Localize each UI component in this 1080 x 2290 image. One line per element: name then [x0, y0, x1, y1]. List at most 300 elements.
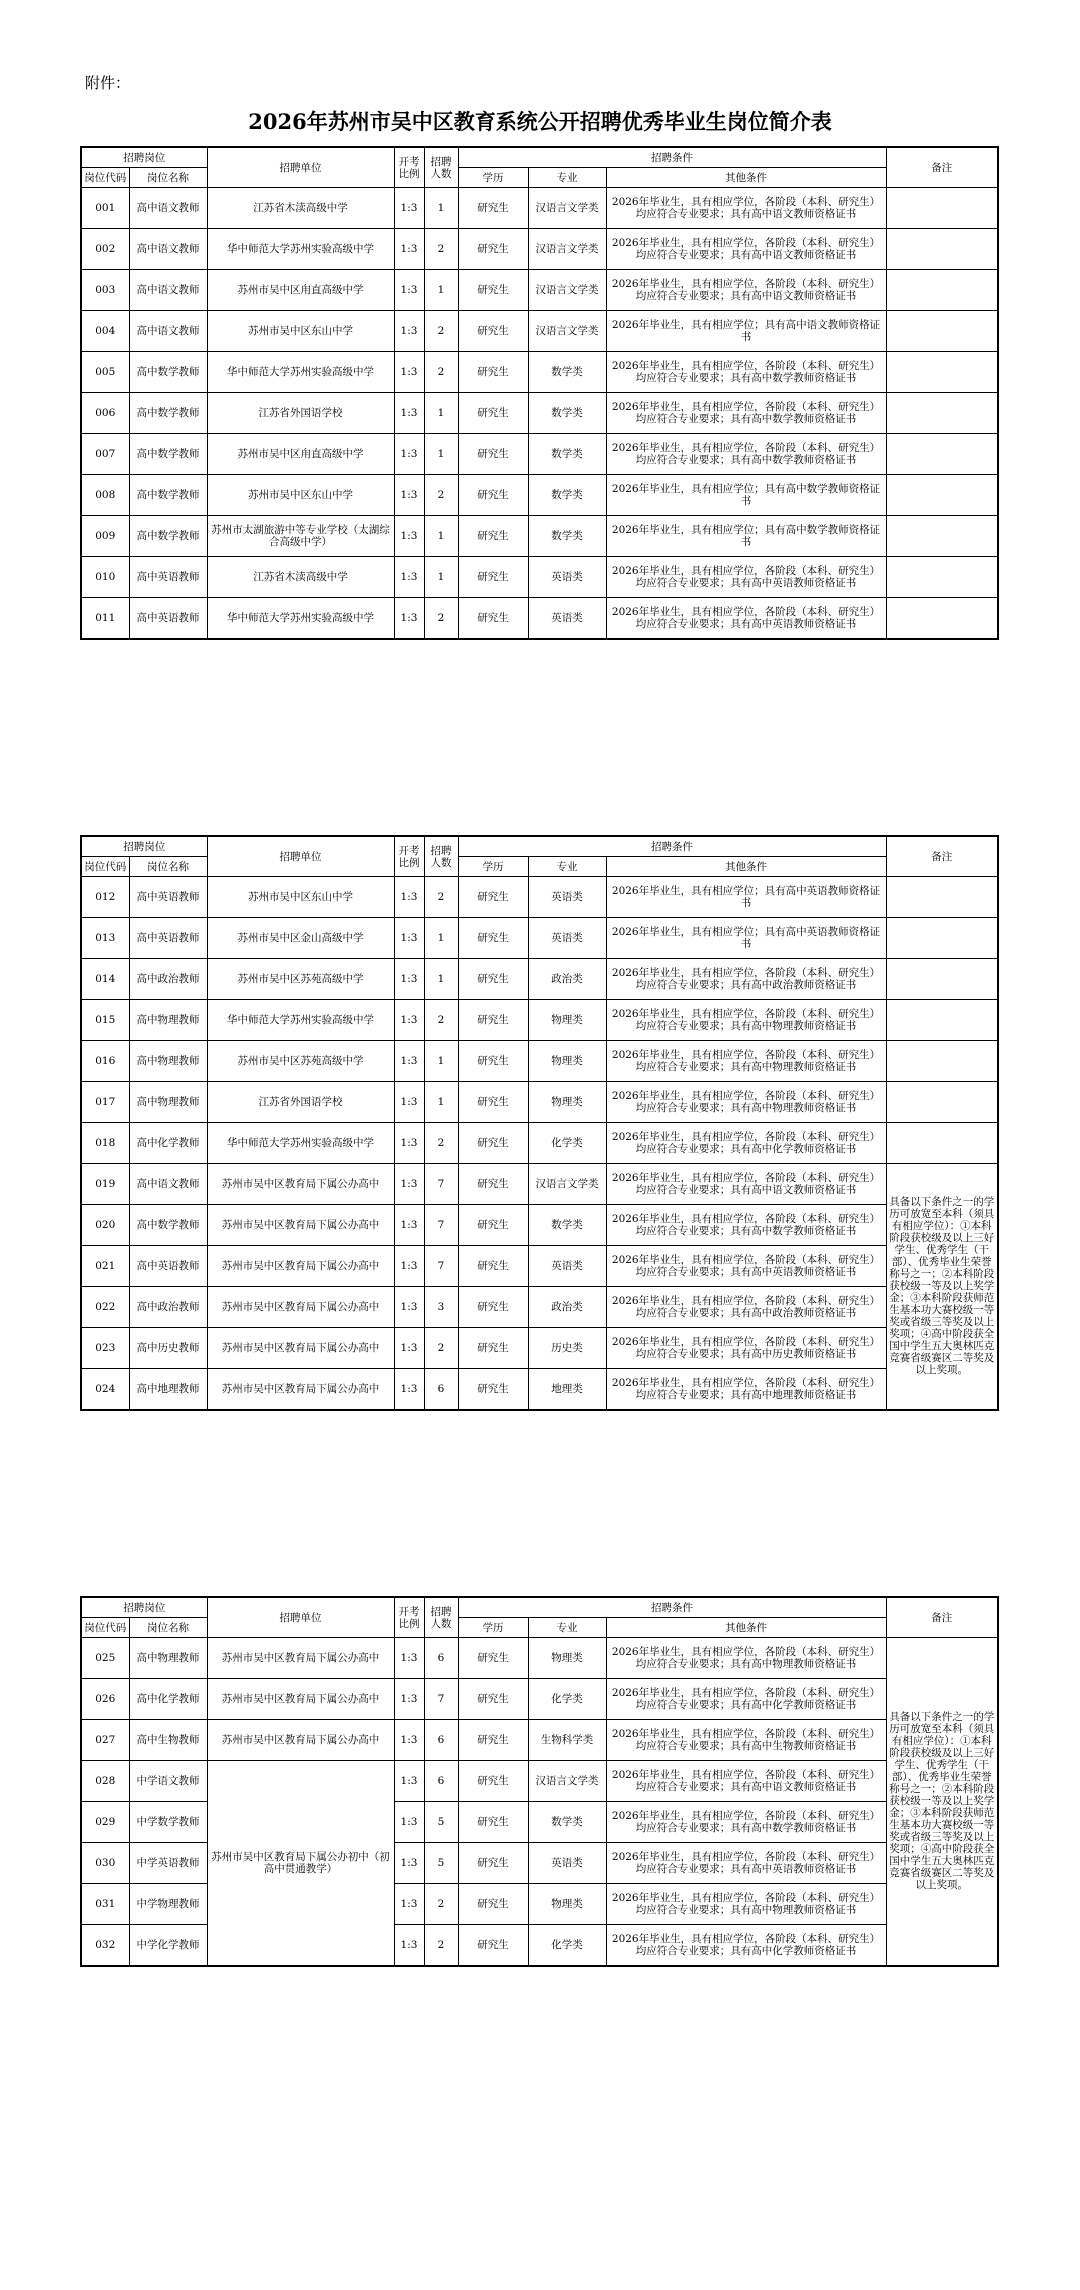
major: 物理类: [528, 1082, 606, 1123]
hiring-unit: 江苏省木渎高级中学: [207, 557, 394, 598]
position-code: 030: [81, 1843, 129, 1884]
education: 研究生: [458, 598, 528, 639]
jobs-table-2: [80, 835, 999, 1411]
hiring-unit: 江苏省木渎高级中学: [207, 188, 394, 229]
position-name: 高中政治教师: [129, 959, 207, 1000]
major: 汉语言文学类: [528, 1164, 606, 1205]
header-position-group: 招聘岗位: [81, 836, 207, 857]
hire-count: 2: [424, 229, 458, 270]
position-code: 021: [81, 1246, 129, 1287]
education: 研究生: [458, 1287, 528, 1328]
education: 研究生: [458, 475, 528, 516]
table-row: [81, 1679, 998, 1720]
hire-count: 6: [424, 1720, 458, 1761]
position-name: 高中语文教师: [129, 311, 207, 352]
position-code: 029: [81, 1802, 129, 1843]
exam-ratio: 1:3: [394, 1802, 424, 1843]
header-count: 招聘人数: [424, 147, 458, 188]
education: 研究生: [458, 188, 528, 229]
exam-ratio: 1:3: [394, 434, 424, 475]
position-code: 002: [81, 229, 129, 270]
hiring-unit: 华中师范大学苏州实验高级中学: [207, 598, 394, 639]
major: 政治类: [528, 959, 606, 1000]
major: 英语类: [528, 598, 606, 639]
position-name: 高中数学教师: [129, 1205, 207, 1246]
hiring-unit: 苏州市吴中区苏苑高级中学: [207, 959, 394, 1000]
exam-ratio: 1:3: [394, 557, 424, 598]
header-count: 招聘人数: [424, 836, 458, 877]
major: 数学类: [528, 352, 606, 393]
header-major: 专业: [528, 857, 606, 877]
education: 研究生: [458, 1041, 528, 1082]
exam-ratio: 1:3: [394, 1041, 424, 1082]
other-conditions: 2026年毕业生，具有相应学位，各阶段（本科、研究生）均应符合专业要求；具有高中物理教师资格证书: [606, 1638, 886, 1679]
hire-count: 6: [424, 1369, 458, 1410]
exam-ratio: 1:3: [394, 188, 424, 229]
header-code: 岗位代码: [81, 168, 129, 188]
table-row: [81, 475, 998, 516]
notes: [886, 877, 998, 918]
notes: [886, 352, 998, 393]
other-conditions: 2026年毕业生，具有相应学位，各阶段（本科、研究生）均应符合专业要求；具有高中数学教师资格证书: [606, 1205, 886, 1246]
other-conditions: 2026年毕业生，具有相应学位，各阶段（本科、研究生）均应符合专业要求；具有高中物理教师资格证书: [606, 1041, 886, 1082]
other-conditions: 2026年毕业生，具有相应学位，各阶段（本科、研究生）均应符合专业要求；具有高中化学教师资格证书: [606, 1679, 886, 1720]
position-name: 高中化学教师: [129, 1679, 207, 1720]
position-code: 006: [81, 393, 129, 434]
notes: [886, 311, 998, 352]
header-conditions-group: 招聘条件: [458, 836, 886, 857]
hiring-unit: 江苏省外国语学校: [207, 393, 394, 434]
position-code: 017: [81, 1082, 129, 1123]
header-other: 其他条件: [606, 1618, 886, 1638]
education: 研究生: [458, 1761, 528, 1802]
exam-ratio: 1:3: [394, 475, 424, 516]
position-name: 高中数学教师: [129, 352, 207, 393]
major: 英语类: [528, 918, 606, 959]
other-conditions: 2026年毕业生，具有相应学位，各阶段（本科、研究生）均应符合专业要求；具有高中英语教师资格证书: [606, 1246, 886, 1287]
exam-ratio: 1:3: [394, 1884, 424, 1925]
position-name: 高中生物教师: [129, 1720, 207, 1761]
hiring-unit: 苏州市吴中区教育局下属公办初中（初高中贯通教学）: [207, 1761, 394, 1966]
exam-ratio: 1:3: [394, 352, 424, 393]
other-conditions: 2026年毕业生，具有相应学位，各阶段（本科、研究生）均应符合专业要求；具有高中语文教师资格证书: [606, 270, 886, 311]
table-row: [81, 1328, 998, 1369]
other-conditions: 2026年毕业生，具有相应学位；具有高中数学教师资格证书: [606, 516, 886, 557]
hire-count: 2: [424, 1925, 458, 1966]
header-notes: 备注: [886, 147, 998, 188]
exam-ratio: 1:3: [394, 311, 424, 352]
exam-ratio: 1:3: [394, 1000, 424, 1041]
notes: 具备以下条件之一的学历可放宽至本科（须具有相应学位）：①本科阶段获校级及以上三好学生、优秀学生（干部）、优秀毕业生荣誉称号之一；②本科阶段获校级一等及以上奖学金；③本科阶段获师范生基本功大赛校级一等奖或省级三等奖及以上奖项；④高中阶段获全国中学生五大奥林匹克竞赛省级赛区二等奖及以上奖项。: [886, 1164, 998, 1410]
header-count: 招聘人数: [424, 1597, 458, 1638]
hiring-unit: 苏州市吴中区金山高级中学: [207, 918, 394, 959]
hire-count: 1: [424, 434, 458, 475]
education: 研究生: [458, 1369, 528, 1410]
hire-count: 2: [424, 877, 458, 918]
other-conditions: 2026年毕业生，具有相应学位，各阶段（本科、研究生）均应符合专业要求；具有高中物理教师资格证书: [606, 1884, 886, 1925]
exam-ratio: 1:3: [394, 229, 424, 270]
hire-count: 7: [424, 1164, 458, 1205]
position-code: 022: [81, 1287, 129, 1328]
position-code: 011: [81, 598, 129, 639]
attachment-label: 附件：: [85, 74, 131, 92]
other-conditions: 2026年毕业生，具有相应学位；具有高中英语教师资格证书: [606, 918, 886, 959]
notes: [886, 598, 998, 639]
exam-ratio: 1:3: [394, 393, 424, 434]
exam-ratio: 1:3: [394, 1761, 424, 1802]
major: 政治类: [528, 1287, 606, 1328]
position-code: 031: [81, 1884, 129, 1925]
position-code: 014: [81, 959, 129, 1000]
notes: [886, 434, 998, 475]
position-name: 高中化学教师: [129, 1123, 207, 1164]
hire-count: 1: [424, 1082, 458, 1123]
header-major: 专业: [528, 168, 606, 188]
table-row: [81, 270, 998, 311]
position-code: 018: [81, 1123, 129, 1164]
major: 物理类: [528, 1041, 606, 1082]
table-row: [81, 1246, 998, 1287]
position-code: 010: [81, 557, 129, 598]
position-name: 高中英语教师: [129, 877, 207, 918]
exam-ratio: 1:3: [394, 918, 424, 959]
header-notes: 备注: [886, 836, 998, 877]
hiring-unit: 苏州市吴中区教育局下属公办高中: [207, 1369, 394, 1410]
header-other: 其他条件: [606, 857, 886, 877]
other-conditions: 2026年毕业生，具有相应学位，各阶段（本科、研究生）均应符合专业要求；具有高中地理教师资格证书: [606, 1369, 886, 1410]
table-row: [81, 352, 998, 393]
table-row: [81, 1287, 998, 1328]
table-row: [81, 311, 998, 352]
header-position-group: 招聘岗位: [81, 1597, 207, 1618]
other-conditions: 2026年毕业生，具有相应学位，各阶段（本科、研究生）均应符合专业要求；具有高中数学教师资格证书: [606, 1802, 886, 1843]
hire-count: 1: [424, 393, 458, 434]
notes: [886, 393, 998, 434]
notes: [886, 557, 998, 598]
hire-count: 2: [424, 1884, 458, 1925]
position-code: 005: [81, 352, 129, 393]
hire-count: 1: [424, 188, 458, 229]
other-conditions: 2026年毕业生，具有相应学位，各阶段（本科、研究生）均应符合专业要求；具有高中语文教师资格证书: [606, 229, 886, 270]
major: 物理类: [528, 1000, 606, 1041]
hire-count: 2: [424, 1000, 458, 1041]
other-conditions: 2026年毕业生，具有相应学位，各阶段（本科、研究生）均应符合专业要求；具有高中政治教师资格证书: [606, 959, 886, 1000]
position-code: 027: [81, 1720, 129, 1761]
exam-ratio: 1:3: [394, 598, 424, 639]
table-row: [81, 434, 998, 475]
hire-count: 1: [424, 1041, 458, 1082]
table-row: [81, 516, 998, 557]
major: 汉语言文学类: [528, 229, 606, 270]
header-code: 岗位代码: [81, 1618, 129, 1638]
hire-count: 2: [424, 475, 458, 516]
header-name: 岗位名称: [129, 857, 207, 877]
exam-ratio: 1:3: [394, 959, 424, 1000]
other-conditions: 2026年毕业生，具有相应学位，各阶段（本科、研究生）均应符合专业要求；具有高中英语教师资格证书: [606, 557, 886, 598]
major: 化学类: [528, 1679, 606, 1720]
other-conditions: 2026年毕业生，具有相应学位，各阶段（本科、研究生）均应符合专业要求；具有高中化学教师资格证书: [606, 1925, 886, 1966]
other-conditions: 2026年毕业生，具有相应学位，各阶段（本科、研究生）均应符合专业要求；具有高中英语教师资格证书: [606, 1843, 886, 1884]
other-conditions: 2026年毕业生，具有相应学位；具有高中语文教师资格证书: [606, 311, 886, 352]
position-name: 中学语文教师: [129, 1761, 207, 1802]
major: 历史类: [528, 1328, 606, 1369]
position-code: 008: [81, 475, 129, 516]
other-conditions: 2026年毕业生，具有相应学位，各阶段（本科、研究生）均应符合专业要求；具有高中政治教师资格证书: [606, 1287, 886, 1328]
hiring-unit: 苏州市吴中区教育局下属公办高中: [207, 1720, 394, 1761]
position-name: 高中英语教师: [129, 598, 207, 639]
header-education: 学历: [458, 1618, 528, 1638]
hiring-unit: 苏州市吴中区东山中学: [207, 311, 394, 352]
education: 研究生: [458, 434, 528, 475]
table-row: [81, 1041, 998, 1082]
notes: [886, 918, 998, 959]
notes: [886, 959, 998, 1000]
table-row: [81, 1761, 998, 1802]
header-conditions-group: 招聘条件: [458, 147, 886, 168]
position-code: 004: [81, 311, 129, 352]
table-row: [81, 1082, 998, 1123]
hire-count: 5: [424, 1843, 458, 1884]
education: 研究生: [458, 959, 528, 1000]
notes: [886, 1041, 998, 1082]
hiring-unit: 苏州市吴中区甪直高级中学: [207, 434, 394, 475]
hire-count: 5: [424, 1802, 458, 1843]
major: 英语类: [528, 1246, 606, 1287]
exam-ratio: 1:3: [394, 270, 424, 311]
position-code: 009: [81, 516, 129, 557]
table-row: [81, 1000, 998, 1041]
education: 研究生: [458, 1205, 528, 1246]
education: 研究生: [458, 311, 528, 352]
hiring-unit: 华中师范大学苏州实验高级中学: [207, 352, 394, 393]
position-name: 高中数学教师: [129, 516, 207, 557]
position-name: 高中数学教师: [129, 434, 207, 475]
exam-ratio: 1:3: [394, 1205, 424, 1246]
exam-ratio: 1:3: [394, 1246, 424, 1287]
jobs-table-1: [80, 146, 999, 640]
hiring-unit: 苏州市吴中区教育局下属公办高中: [207, 1287, 394, 1328]
notes: [886, 270, 998, 311]
major: 物理类: [528, 1638, 606, 1679]
education: 研究生: [458, 270, 528, 311]
hiring-unit: 华中师范大学苏州实验高级中学: [207, 1000, 394, 1041]
hiring-unit: 江苏省外国语学校: [207, 1082, 394, 1123]
position-name: 高中政治教师: [129, 1287, 207, 1328]
major: 汉语言文学类: [528, 188, 606, 229]
education: 研究生: [458, 1000, 528, 1041]
exam-ratio: 1:3: [394, 1720, 424, 1761]
header-ratio: 开考比例: [394, 147, 424, 188]
position-code: 028: [81, 1761, 129, 1802]
hiring-unit: 苏州市吴中区苏苑高级中学: [207, 1041, 394, 1082]
position-code: 023: [81, 1328, 129, 1369]
other-conditions: 2026年毕业生，具有相应学位，各阶段（本科、研究生）均应符合专业要求；具有高中化学教师资格证书: [606, 1123, 886, 1164]
position-name: 高中地理教师: [129, 1369, 207, 1410]
education: 研究生: [458, 1164, 528, 1205]
position-name: 高中物理教师: [129, 1041, 207, 1082]
major: 数学类: [528, 393, 606, 434]
table-row: [81, 393, 998, 434]
position-name: 高中历史教师: [129, 1328, 207, 1369]
exam-ratio: 1:3: [394, 1328, 424, 1369]
notes: [886, 475, 998, 516]
other-conditions: 2026年毕业生，具有相应学位；具有高中数学教师资格证书: [606, 475, 886, 516]
hiring-unit: 苏州市吴中区东山中学: [207, 877, 394, 918]
position-name: 中学数学教师: [129, 1802, 207, 1843]
position-code: 032: [81, 1925, 129, 1966]
exam-ratio: 1:3: [394, 1082, 424, 1123]
table-row: [81, 1205, 998, 1246]
exam-ratio: 1:3: [394, 1287, 424, 1328]
education: 研究生: [458, 1925, 528, 1966]
exam-ratio: 1:3: [394, 1123, 424, 1164]
table-row: [81, 1164, 998, 1205]
exam-ratio: 1:3: [394, 1164, 424, 1205]
hiring-unit: 苏州市吴中区东山中学: [207, 475, 394, 516]
position-name: 高中英语教师: [129, 1246, 207, 1287]
header-other: 其他条件: [606, 168, 886, 188]
hiring-unit: 华中师范大学苏州实验高级中学: [207, 1123, 394, 1164]
notes: [886, 1000, 998, 1041]
hire-count: 3: [424, 1287, 458, 1328]
position-code: 013: [81, 918, 129, 959]
jobs-table-3: [80, 1596, 999, 1967]
other-conditions: 2026年毕业生，具有相应学位，各阶段（本科、研究生）均应符合专业要求；具有高中物理教师资格证书: [606, 1000, 886, 1041]
hiring-unit: 苏州市吴中区教育局下属公办高中: [207, 1679, 394, 1720]
header-conditions-group: 招聘条件: [458, 1597, 886, 1618]
major: 英语类: [528, 557, 606, 598]
position-name: 高中语文教师: [129, 188, 207, 229]
education: 研究生: [458, 557, 528, 598]
major: 数学类: [528, 434, 606, 475]
position-code: 001: [81, 188, 129, 229]
header-education: 学历: [458, 857, 528, 877]
header-name: 岗位名称: [129, 1618, 207, 1638]
notes: [886, 188, 998, 229]
education: 研究生: [458, 1246, 528, 1287]
position-code: 015: [81, 1000, 129, 1041]
hiring-unit: 苏州市吴中区教育局下属公办高中: [207, 1205, 394, 1246]
position-code: 020: [81, 1205, 129, 1246]
notes: [886, 1082, 998, 1123]
education: 研究生: [458, 1123, 528, 1164]
major: 数学类: [528, 475, 606, 516]
hire-count: 1: [424, 959, 458, 1000]
header-unit: 招聘单位: [207, 147, 394, 188]
education: 研究生: [458, 229, 528, 270]
other-conditions: 2026年毕业生，具有相应学位，各阶段（本科、研究生）均应符合专业要求；具有高中语文教师资格证书: [606, 1164, 886, 1205]
major: 物理类: [528, 1884, 606, 1925]
hiring-unit: 苏州市太湖旅游中等专业学校（太湖综合高级中学）: [207, 516, 394, 557]
major: 数学类: [528, 1205, 606, 1246]
hire-count: 2: [424, 1123, 458, 1164]
notes: [886, 1123, 998, 1164]
exam-ratio: 1:3: [394, 1369, 424, 1410]
table-row: [81, 1369, 998, 1410]
position-name: 中学化学教师: [129, 1925, 207, 1966]
other-conditions: 2026年毕业生，具有相应学位，各阶段（本科、研究生）均应符合专业要求；具有高中历史教师资格证书: [606, 1328, 886, 1369]
education: 研究生: [458, 1802, 528, 1843]
page-title: 2026年苏州市吴中区教育系统公开招聘优秀毕业生岗位简介表: [248, 109, 832, 134]
hiring-unit: 华中师范大学苏州实验高级中学: [207, 229, 394, 270]
table-row: [81, 598, 998, 639]
header-major: 专业: [528, 1618, 606, 1638]
position-name: 高中物理教师: [129, 1000, 207, 1041]
major: 汉语言文学类: [528, 270, 606, 311]
hire-count: 2: [424, 352, 458, 393]
education: 研究生: [458, 393, 528, 434]
exam-ratio: 1:3: [394, 1638, 424, 1679]
notes: [886, 229, 998, 270]
position-name: 高中数学教师: [129, 475, 207, 516]
major: 数学类: [528, 1802, 606, 1843]
hire-count: 7: [424, 1205, 458, 1246]
position-name: 中学物理教师: [129, 1884, 207, 1925]
major: 生物科学类: [528, 1720, 606, 1761]
position-name: 高中英语教师: [129, 918, 207, 959]
header-unit: 招聘单位: [207, 836, 394, 877]
notes: 具备以下条件之一的学历可放宽至本科（须具有相应学位）：①本科阶段获校级及以上三好学生、优秀学生（干部）、优秀毕业生荣誉称号之一；②本科阶段获校级一等及以上奖学金；③本科阶段获师范生基本功大赛校级一等奖或省级三等奖及以上奖项；④高中阶段获全国中学生五大奥林匹克竞赛省级赛区二等奖及以上奖项。: [886, 1638, 998, 1966]
hire-count: 6: [424, 1761, 458, 1802]
major: 英语类: [528, 1843, 606, 1884]
hire-count: 6: [424, 1638, 458, 1679]
hiring-unit: 苏州市吴中区教育局下属公办高中: [207, 1164, 394, 1205]
table-row: [81, 188, 998, 229]
position-code: 003: [81, 270, 129, 311]
education: 研究生: [458, 918, 528, 959]
education: 研究生: [458, 1884, 528, 1925]
hiring-unit: 苏州市吴中区教育局下属公办高中: [207, 1328, 394, 1369]
table-row: [81, 1720, 998, 1761]
position-name: 高中英语教师: [129, 557, 207, 598]
major: 化学类: [528, 1123, 606, 1164]
position-code: 016: [81, 1041, 129, 1082]
position-name: 高中物理教师: [129, 1082, 207, 1123]
major: 汉语言文学类: [528, 1761, 606, 1802]
position-name: 高中语文教师: [129, 270, 207, 311]
notes: [886, 516, 998, 557]
education: 研究生: [458, 1328, 528, 1369]
table-row: [81, 1123, 998, 1164]
other-conditions: 2026年毕业生，具有相应学位，各阶段（本科、研究生）均应符合专业要求；具有高中生物教师资格证书: [606, 1720, 886, 1761]
position-code: 026: [81, 1679, 129, 1720]
position-name: 高中语文教师: [129, 229, 207, 270]
position-code: 024: [81, 1369, 129, 1410]
header-code: 岗位代码: [81, 857, 129, 877]
major: 数学类: [528, 516, 606, 557]
exam-ratio: 1:3: [394, 1679, 424, 1720]
header-unit: 招聘单位: [207, 1597, 394, 1638]
other-conditions: 2026年毕业生，具有相应学位，各阶段（本科、研究生）均应符合专业要求；具有高中物理教师资格证书: [606, 1082, 886, 1123]
header-ratio: 开考比例: [394, 836, 424, 877]
hire-count: 2: [424, 311, 458, 352]
education: 研究生: [458, 1720, 528, 1761]
position-code: 007: [81, 434, 129, 475]
exam-ratio: 1:3: [394, 1843, 424, 1884]
major: 化学类: [528, 1925, 606, 1966]
other-conditions: 2026年毕业生，具有相应学位，各阶段（本科、研究生）均应符合专业要求；具有高中数学教师资格证书: [606, 352, 886, 393]
table-row: [81, 557, 998, 598]
hire-count: 7: [424, 1679, 458, 1720]
position-code: 025: [81, 1638, 129, 1679]
education: 研究生: [458, 877, 528, 918]
hire-count: 1: [424, 516, 458, 557]
hire-count: 1: [424, 270, 458, 311]
position-code: 012: [81, 877, 129, 918]
table-row: [81, 229, 998, 270]
major: 汉语言文学类: [528, 311, 606, 352]
education: 研究生: [458, 1082, 528, 1123]
